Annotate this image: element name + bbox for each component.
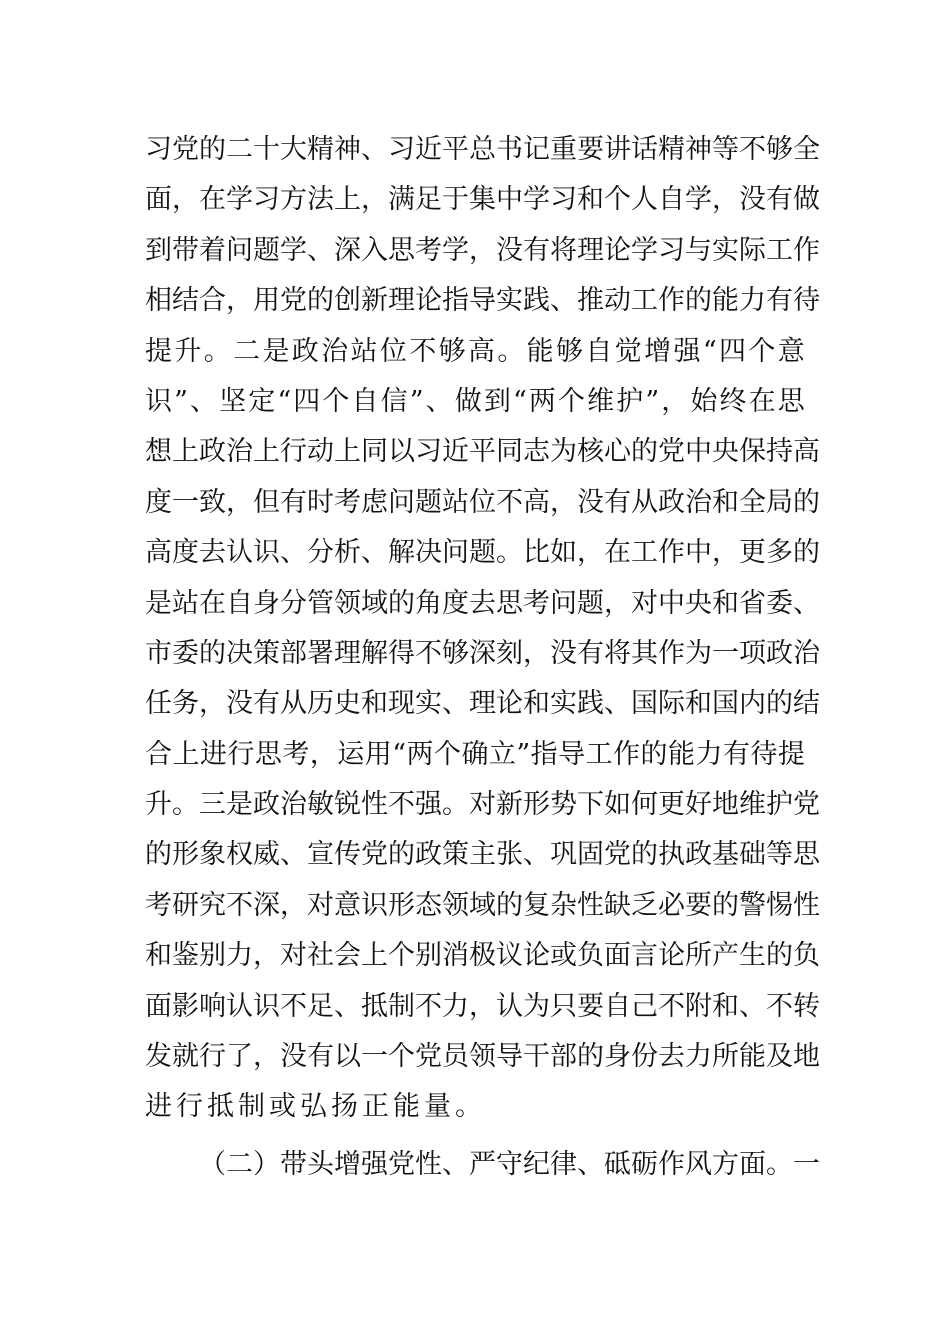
text-line: 市 委 的 决 策 部 署 理 解 得 不 够 深 刻 ， 没 有 将 其 作 为 一 项 政 治 (145, 637, 820, 669)
text-line: 想 上 政 治 上 行 动 上 同 以 习 近 平 同 志 为 核 心 的 党 中 央 保 持 高 (145, 436, 820, 468)
text-line: 和 鉴 别 力 ， 对 社 会 上 个 别 消 极 议 论 或 负 面 言 论 所 产 生 的 负 (145, 940, 820, 972)
text-line: 面 影 响 认 识 不 足 、 抵 制 不 力 ， 认 为 只 要 自 己 不 附 和 、 不 转 (145, 990, 820, 1022)
text-line: 任 务 ， 没 有 从 历 史 和 现 实 、 理 论 和 实 践 、 国 际 和 国 内 的 结 (145, 688, 820, 720)
text-line: 考 研 究 不 深 ， 对 意 识 形 态 领 域 的 复 杂 性 缺 乏 必 要 的 警 惕 性 (145, 889, 820, 921)
body-paragraph-1 (145, 125, 820, 1133)
body-paragraph-2 (145, 1140, 820, 1190)
text-line: （ 二 ） 带 头 增 强 党 性 、 严 守 纪 律 、 砥 砺 作 风 方 面 。 一 (199, 1149, 820, 1180)
text-line: 是 站 在 自 身 分 管 领 域 的 角 度 去 思 考 问 题 ， 对 中 央 和 省 委 、 (145, 587, 820, 619)
text-line: 的 形 象 权 威 、 宣 传 党 的 政 策 主 张 、 巩 固 党 的 执 政 基 础 等 思 (145, 839, 820, 871)
text-line: 相 结 合 ， 用 党 的 创 新 理 论 指 导 实 践 、 推 动 工 作 的 能 力 有 待 (145, 285, 820, 317)
text-line: 升 。 三 是 政 治 敏 锐 性 不 强 。 对 新 形 势 下 如 何 更 好 地 维 护 党 (145, 789, 820, 821)
text-line: 识 ” 、 坚 定 “ 四 个 自 信 ” 、 做 到 “ 两 个 维 护 ” ， 始 终 在 思 (145, 385, 805, 417)
text-line: 合 上 进 行 思 考 ， 运 用 “ 两 个 确 立 ” 指 导 工 作 的 能 力 有 待 提 (145, 738, 805, 770)
text-line: 高 度 去 认 识 、 分 析 、 解 决 问 题 。 比 如 ， 在 工 作 中 ， 更 多 的 (145, 537, 820, 569)
text-line: 提 升 。 二 是 政 治 站 位 不 够 高 。 能 够 自 觉 增 强 “ 四 个 意 (145, 335, 805, 367)
text-line: 发 就 行 了 ， 没 有 以 一 个 党 员 领 导 干 部 的 身 份 去 力 所 能 及 地 (145, 1041, 820, 1073)
text-line: 到 带 着 问 题 学 、 深 入 思 考 学 ， 没 有 将 理 论 学 习 与 实 际 工 作 (145, 234, 820, 266)
text-line: 度 一 致 ， 但 有 时 考 虑 问 题 站 位 不 高 ， 没 有 从 政 治 和 全 局 的 (145, 486, 820, 518)
text-line: 进行抵制或弘扬正能量。 (145, 1091, 486, 1123)
text-line: 面 ， 在 学 习 方 法 上 ， 满 足 于 集 中 学 习 和 个 人 自 学 ， 没 有 做 (145, 184, 820, 216)
text-line: 习 党 的 二 十 大 精 神 、 习 近 平 总 书 记 重 要 讲 话 精 神 等 不 够 全 (145, 134, 820, 165)
